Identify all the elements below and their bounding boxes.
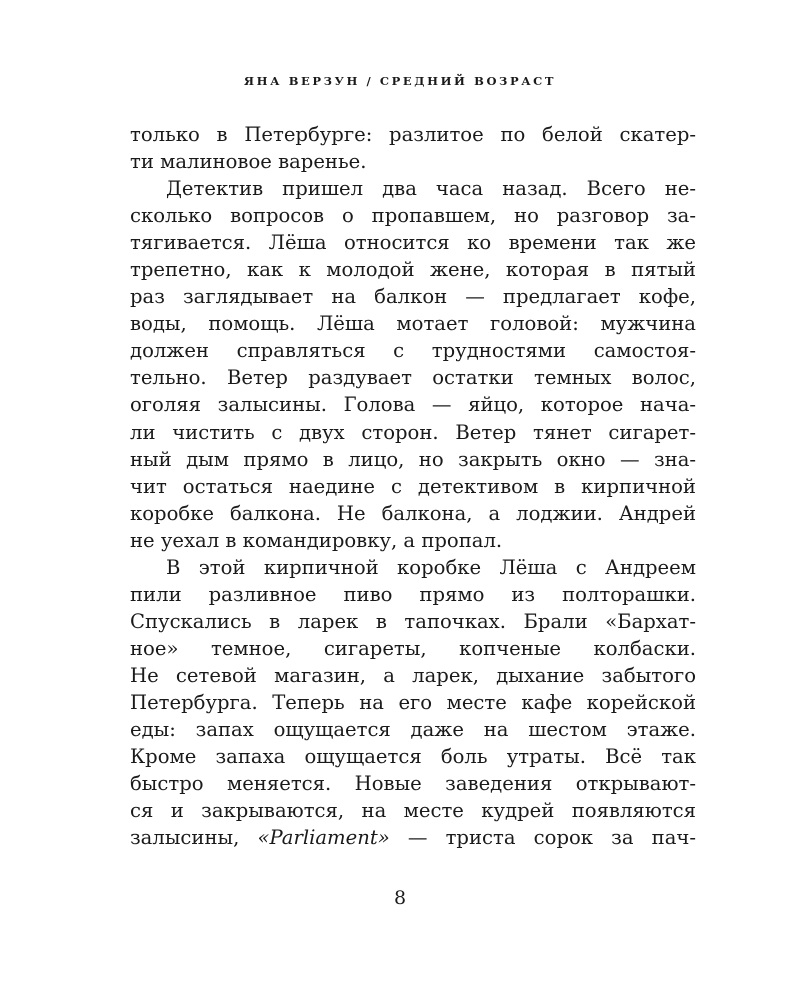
text-line: ный дым прямо в лицо, но закрыть окно — зна- [130,447,696,471]
text-line: Спускались в ларек в тапочках. Брали «Бархат- [130,609,696,633]
text-line: оголяя залысины. Голова — яйцо, которое нача- [130,393,696,417]
text-line: Петербурга. Теперь на его месте кафе корейской [130,690,696,714]
text-line: воды, помощь. Лёша мотает головой: мужчина [130,312,696,336]
text-line: ся и закрываются, на месте кудрей появляются [130,799,696,823]
text-line: сколько вопросов о пропавшем, но разговор за- [130,204,696,228]
text-line: не уехал в командировку, а пропал. [130,528,503,552]
page-number: 8 [393,887,407,909]
text-line: Детектив пришел два часа назад. Всего не- [166,177,696,201]
text-line: еды: запах ощущается даже на шестом этаже. [130,718,696,742]
text-line: пили разливное пиво прямо из полторашки. [130,582,696,606]
text-line: коробке балкона. Не балкона, а лоджии. Андрей [130,501,696,525]
text-line: тягивается. Лёша относится ко времени так же [130,231,696,255]
text-line: Не сетевой магазин, а ларек, дыхание забытого [130,663,696,687]
text-line: В этой кирпичной коробке Лёша с Андреем [166,555,696,579]
text-line: Кроме запаха ощущается боль утраты. Всё так [130,745,696,769]
text-line: ли чистить с двух сторон. Ветер тянет сигарет- [130,420,696,444]
text-line: только в Петербурге: разлитое по белой скатер- [130,123,696,146]
text-line: ти малиновое варенье. [130,150,367,174]
text-line: трепетно, как к молодой жене, которая в пятый [130,258,696,282]
text-line: ное» темное, сигареты, копченые колбаски. [130,636,696,660]
body-text [130,121,696,851]
text-line: раз заглядывает на балкон — предлагает кофе, [130,285,696,309]
text-line: тельно. Ветер раздувает остатки темных волос, [130,366,696,390]
text-line: чит остаться наедине с детективом в кирпичной [130,474,696,498]
text-segment: — триста сорок за пач- [389,826,696,850]
text-line-last [130,824,696,851]
italic-brand-name: «Parliament» [257,826,390,850]
running-head: ЯНА ВЕРЗУН / СРЕДНИЙ ВОЗРАСТ [243,74,557,88]
text-line: быстро меняется. Новые заведения открывают- [130,772,696,796]
text-line: должен справляться с трудностями самостоя- [130,339,696,363]
text-segment: залысины, [130,826,258,850]
